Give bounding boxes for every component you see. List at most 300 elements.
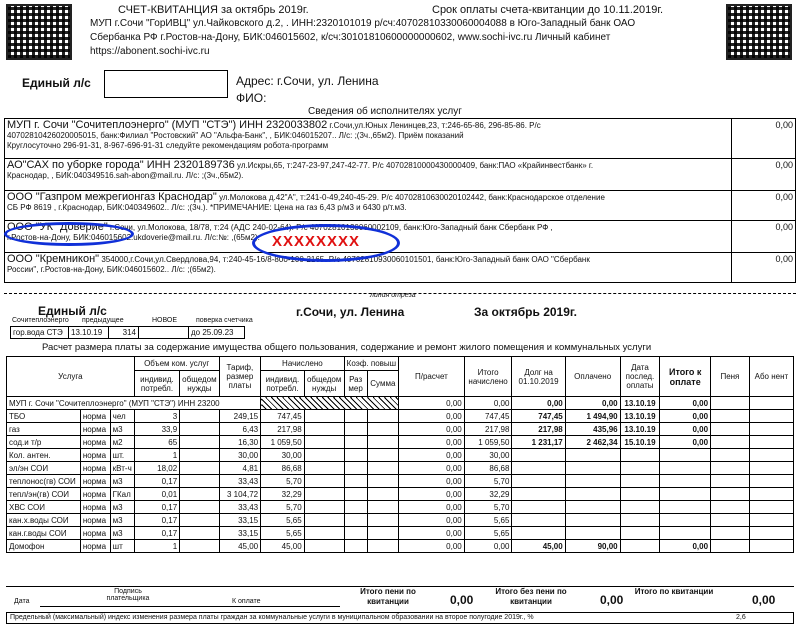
issuer-info-line2: Сбербанка РФ г.Ростов-на-Дону, БИК:046015602, к/сч:30101810600000000602, www.sochi-ivc.ru Личный кабинет	[90, 32, 611, 43]
table-row	[7, 462, 794, 475]
stub-account-label: Единый л/с	[38, 304, 107, 318]
provider-row	[5, 119, 796, 159]
cell-coef-sum	[367, 540, 398, 553]
provider-details: Краснодар, , БИК:040349516.sah-abon@mail.ru. Л/с: ;(3ч.,65м2).	[7, 171, 244, 180]
cell-norm: норма	[80, 423, 110, 436]
cell-paid: 0,00	[565, 397, 620, 410]
cell-coef-size	[344, 540, 367, 553]
cell-accrued-indiv: 1 059,50	[261, 436, 305, 449]
cell-tariff: 33,15	[219, 514, 261, 527]
meter-check-date: до 25.09.23	[189, 327, 245, 339]
stub-address: г.Сочи, ул. Ленина	[296, 305, 405, 319]
cell-to-pay	[660, 514, 711, 527]
bill-title: СЧЕТ-КВИТАНЦИЯ за октябрь 2019г.	[118, 4, 309, 16]
provider-details: 354000,г.Сочи,ул.Свердлова,94, т:240-45-16/8-800-100-2165. Р/с 40702810930060101501, банк:Юго-Западный банк ОАО "Сбербанк	[99, 255, 590, 264]
cell-total-accrued: 5,65	[464, 527, 512, 540]
cell-last-date	[620, 475, 660, 488]
cell-accrued-indiv: 30,00	[261, 449, 305, 462]
address: Адрес: г.Сочи, ул. Ленина	[236, 74, 379, 88]
cell-service: ТБО	[7, 410, 81, 423]
cell-fine	[711, 410, 750, 423]
cell-total-accrued: 5,70	[464, 501, 512, 514]
issuer-info-line1: МУП г.Сочи "ГорИВЦ" ул.Чайковского д.2, . ИНН:2320101019 р/сч:40702810330060004088 в Юго-Западный банк ОАО	[90, 18, 636, 29]
cell-volume-indiv: 0,17	[134, 501, 179, 514]
cell-last-date	[620, 540, 660, 553]
table-row	[7, 540, 794, 553]
provider-details: СБ РФ 8619 , г.Краснодар, БИК:040349602.. Л/с: ;(3ч.). *ПРИМЕЧАНИЕ: Цена на газ 6,43 р/м3 и 6430 р/т.м3.	[7, 203, 407, 212]
cell-coef-size	[344, 449, 367, 462]
cell-hatched	[261, 397, 399, 410]
cell-coef-size	[344, 410, 367, 423]
cell-volume-common	[180, 423, 219, 436]
cell-paid	[565, 514, 620, 527]
table-row	[7, 475, 794, 488]
cell-accrued-common	[304, 501, 344, 514]
cell-coef-size	[344, 488, 367, 501]
cell-tariff: 16,30	[219, 436, 261, 449]
meter-prev-value: 314	[109, 327, 139, 339]
cell-fine	[711, 475, 750, 488]
cell-to-pay	[660, 462, 711, 475]
cell-debt: 45,00	[512, 540, 565, 553]
cell-norm: норма	[80, 475, 110, 488]
cell-recalc: 0,00	[399, 449, 465, 462]
cell-paid	[565, 449, 620, 462]
cell-recalc: 0,00	[399, 501, 465, 514]
cut-line-label: линия отреза	[370, 292, 416, 299]
footer-pay-label: К оплате	[232, 598, 261, 605]
cell-volume-indiv: 0,17	[134, 475, 179, 488]
cell-coef-sum	[367, 488, 398, 501]
cell-total-accrued: 5,65	[464, 514, 512, 527]
cell-volume-common	[180, 527, 219, 540]
cell-norm: норма	[80, 462, 110, 475]
col-subscriber: Або нент	[749, 357, 793, 397]
cell-unit: кВт-ч	[110, 462, 134, 475]
col-accrued-indiv: индивид. потребл.	[261, 371, 305, 397]
cell-debt: 217,98	[512, 423, 565, 436]
fio: ФИО:	[236, 91, 267, 105]
cell-service: Кол. антен.	[7, 449, 81, 462]
cell-to-pay	[660, 527, 711, 540]
col-coef-sum: Сумма	[367, 371, 398, 397]
cell-unit: м3	[110, 501, 134, 514]
col-tariff: Тариф, размер платы	[219, 357, 261, 397]
cell-last-date: 13.10.19	[620, 423, 660, 436]
cell-fine	[711, 501, 750, 514]
provider-name: АО"САХ по уборке города" ИНН 2320189736	[7, 159, 235, 171]
cell-recalc: 0,00	[399, 423, 465, 436]
cell-unit: м3	[110, 423, 134, 436]
cell-fine	[711, 527, 750, 540]
provider-details: Круглосуточно 296-91-31, 8-967-696-91-31 следуйте рекомендациям робота-программ	[7, 141, 329, 150]
cell-recalc: 0,00	[399, 410, 465, 423]
cell-coef-size	[344, 423, 367, 436]
cell-subscriber	[749, 475, 793, 488]
cell-recalc: 0,00	[399, 462, 465, 475]
cell-volume-common	[180, 540, 219, 553]
cell-tariff: 33,43	[219, 475, 261, 488]
table-row	[7, 527, 794, 540]
cell-to-pay	[660, 501, 711, 514]
cell-unit: м2	[110, 436, 134, 449]
cell-volume-indiv: 1	[134, 540, 179, 553]
cell-last-date	[620, 527, 660, 540]
cell-unit: м3	[110, 527, 134, 540]
cell-volume-common	[180, 514, 219, 527]
cell-volume-common	[180, 436, 219, 449]
provider-amount: 0,00	[732, 119, 796, 159]
col-to-pay: Итого к оплате	[660, 357, 711, 397]
cell-paid: 2 462,34	[565, 436, 620, 449]
cell-accrued-common	[304, 488, 344, 501]
provider-amount: 0,00	[732, 159, 796, 191]
col-volume-common: общедом нужды	[180, 371, 219, 397]
cell-to-pay: 0,00	[660, 436, 711, 449]
cell-tariff: 45,00	[219, 540, 261, 553]
cell-subscriber	[749, 423, 793, 436]
provider-amount: 0,00	[732, 253, 796, 283]
cell-volume-common	[180, 410, 219, 423]
cell-debt	[512, 527, 565, 540]
cell-total-accrued: 747,45	[464, 410, 512, 423]
cell-volume-indiv: 18,02	[134, 462, 179, 475]
cell-service: эл/эн СОИ	[7, 462, 81, 475]
col-coef-size: Раз мер	[344, 371, 367, 397]
cell-norm: норма	[80, 514, 110, 527]
cell-unit: м3	[110, 514, 134, 527]
cell-subscriber	[749, 488, 793, 501]
cell-coef-sum	[367, 449, 398, 462]
cell-paid: 435,96	[565, 423, 620, 436]
cell-volume-indiv: 65	[134, 436, 179, 449]
cell-total-accrued: 86,68	[464, 462, 512, 475]
cell-service: тепл/эн(гв) СОИ	[7, 488, 81, 501]
footer-date-label: Дата	[14, 598, 30, 605]
cell-accrued-common	[304, 514, 344, 527]
cell-total-accrued: 0,00	[464, 397, 512, 410]
cell-coef-size	[344, 527, 367, 540]
meter-date: 13.10.19	[69, 327, 109, 339]
cell-subscriber	[749, 501, 793, 514]
cell-unit: чел	[110, 410, 134, 423]
cell-accrued-common	[304, 540, 344, 553]
cell-coef-sum	[367, 410, 398, 423]
cell-total-accrued: 1 059,50	[464, 436, 512, 449]
cell-subscriber	[749, 436, 793, 449]
provider-details: г.Сочи,ул.Юных Ленинцев,23, т:246-65-86, 296-85-86. Р/с	[327, 121, 541, 130]
cell-debt: 1 231,17	[512, 436, 565, 449]
cell-fine	[711, 436, 750, 449]
account-label: Единый л/с	[22, 76, 91, 90]
cell-norm: норма	[80, 527, 110, 540]
cell-fine	[711, 449, 750, 462]
providers-table	[4, 118, 796, 283]
highlight-oval-provider	[4, 222, 134, 246]
cell-subscriber	[749, 410, 793, 423]
cell-volume-common	[180, 488, 219, 501]
cell-paid	[565, 501, 620, 514]
cell-recalc: 0,00	[399, 488, 465, 501]
issuer-info-line3: https://abonent.sochi-ivc.ru	[90, 46, 210, 57]
cell-accrued-indiv: 45,00	[261, 540, 305, 553]
cell-subscriber	[749, 449, 793, 462]
cell-subscriber	[749, 514, 793, 527]
cell-accrued-indiv: 747,45	[261, 410, 305, 423]
col-recalc: П/расчет	[399, 357, 465, 397]
col-accrued: Начислено	[261, 357, 345, 371]
cell-service: ХВС СОИ	[7, 501, 81, 514]
cell-volume-indiv: 3	[134, 410, 179, 423]
provider-details: г.Ростов-на-Дону, БИК:046015602.ukdoverie@mail.ru. Л/с:№: ,(65м2).	[7, 233, 260, 242]
cell-to-pay: 0,00	[660, 410, 711, 423]
provider-amount: 0,00	[732, 221, 796, 253]
stub-period: За октябрь 2019г.	[474, 305, 578, 319]
cell-volume-common	[180, 475, 219, 488]
table-row	[7, 410, 794, 423]
provider-row	[5, 159, 796, 191]
cell-service: теплонос(гв) СОИ	[7, 475, 81, 488]
cell-recalc: 0,00	[399, 540, 465, 553]
account-box	[104, 70, 228, 98]
nofine-total-label: Итого без пени по квитанции	[495, 587, 567, 606]
cell-unit: ГКал	[110, 488, 134, 501]
cell-coef-size	[344, 514, 367, 527]
cell-accrued-indiv: 5,70	[261, 475, 305, 488]
cell-coef-sum	[367, 475, 398, 488]
cell-debt	[512, 475, 565, 488]
fine-total-label: Итого пени по квитанции	[360, 587, 416, 606]
due-date: Срок оплаты счета-квитанции до 10.11.2019г.	[432, 4, 664, 16]
cell-debt: 0,00	[512, 397, 565, 410]
cell-norm: норма	[80, 410, 110, 423]
cell-to-pay: 0,00	[660, 423, 711, 436]
cell-coef-size	[344, 475, 367, 488]
cell-unit: шт.	[110, 449, 134, 462]
cell-norm: норма	[80, 436, 110, 449]
cell-tariff: 249,15	[219, 410, 261, 423]
table-row	[7, 449, 794, 462]
cell-recalc: 0,00	[399, 436, 465, 449]
col-accrued-common: общедом нужды	[304, 371, 344, 397]
qr-code-left	[6, 4, 72, 60]
footer-line	[40, 606, 340, 607]
cell-accrued-indiv: 32,29	[261, 488, 305, 501]
table-row	[7, 397, 794, 410]
cell-debt	[512, 462, 565, 475]
cell-to-pay	[660, 488, 711, 501]
cell-norm: норма	[80, 501, 110, 514]
cell-debt: 747,45	[512, 410, 565, 423]
cell-debt	[512, 501, 565, 514]
col-last-date: Дата послед. оплаты	[620, 357, 660, 397]
cell-last-date	[620, 514, 660, 527]
meter-col-prev: предыдущее	[82, 317, 124, 324]
cell-service: кан.х.воды СОИ	[7, 514, 81, 527]
calc-title: Расчет размера платы за содержание имущества общего пользования, содержание и ремонт жилого помещения и коммунальных услуги	[42, 342, 652, 353]
col-fine: Пеня	[711, 357, 750, 397]
qr-code-right	[726, 4, 792, 60]
cell-coef-sum	[367, 514, 398, 527]
cell-coef-sum	[367, 501, 398, 514]
cell-fine	[711, 514, 750, 527]
cell-accrued-common	[304, 475, 344, 488]
provider-name: МУП г. Сочи "Сочитеплоэнерго" (МУП "СТЭ") ИНН 2320033802	[7, 119, 328, 131]
table-row	[7, 436, 794, 449]
meter-provider-label: Сочитеплоэнерго	[12, 317, 69, 324]
cell-last-date: 15.10.19	[620, 436, 660, 449]
table-row	[7, 501, 794, 514]
cell-accrued-indiv: 5,70	[261, 501, 305, 514]
cell-fine	[711, 540, 750, 553]
meter-new-value[interactable]	[139, 327, 189, 339]
cell-accrued-indiv: 5,65	[261, 527, 305, 540]
cell-coef-size	[344, 436, 367, 449]
cell-service: сод.и т/р	[7, 436, 81, 449]
cell-fine	[711, 397, 750, 410]
redacted-account-number: XXXXXXXX	[272, 233, 361, 250]
cell-volume-common	[180, 449, 219, 462]
provider-name: ООО "УК "Доверие"	[7, 221, 108, 233]
cell-recalc: 0,00	[399, 475, 465, 488]
index-text: Предельный (максимальный) индекс изменения размера платы граждан за коммунальные услуги в муниципальном образовании на второе полугодие 2019г., %	[10, 614, 534, 621]
cell-volume-indiv: 0,17	[134, 514, 179, 527]
cell-paid: 90,00	[565, 540, 620, 553]
cell-debt	[512, 514, 565, 527]
cell-accrued-common	[304, 436, 344, 449]
nofine-total-value: 0,00	[600, 593, 624, 607]
cell-norm: норма	[80, 449, 110, 462]
cell-coef-sum	[367, 436, 398, 449]
cell-to-pay: 0,00	[660, 540, 711, 553]
cell-debt	[512, 488, 565, 501]
cell-service: кан.г.воды СОИ	[7, 527, 81, 540]
cell-paid	[565, 488, 620, 501]
meter-col-new: НОВОЕ	[152, 317, 178, 324]
col-service: Услуга	[7, 357, 135, 397]
cell-volume-common	[180, 501, 219, 514]
cell-coef-sum	[367, 423, 398, 436]
cell-fine	[711, 488, 750, 501]
provider-details: России", г.Ростов-на-Дону, БИК:046015602.. Л/с: ;(65м2).	[7, 265, 216, 274]
provider-name: ООО "Кремникон"	[7, 253, 100, 265]
cell-accrued-common	[304, 423, 344, 436]
cell-debt	[512, 449, 565, 462]
cell-service: газ	[7, 423, 81, 436]
cell-accrued-indiv: 86,68	[261, 462, 305, 475]
table-row	[7, 423, 794, 436]
meter-col-check: поверка счетчика	[196, 317, 253, 324]
table-row	[7, 488, 794, 501]
cell-subscriber	[749, 527, 793, 540]
cell-recalc: 0,00	[399, 514, 465, 527]
cell-unit: м3	[110, 475, 134, 488]
cell-accrued-indiv: 5,65	[261, 514, 305, 527]
cell-volume-indiv: 33,9	[134, 423, 179, 436]
provider-details: ул.Молокова д.42"А", т:241-0-49,240-45-29. Р/с 40702810630020102442, банк:Краснодарское отделение	[216, 193, 605, 202]
provider-details: 40702810426020005015, банк:Филиал "Ростовский" АО "Альфа-Банк", , БИК:046015207.. Л/с: ;(3ч.,65м2). Приём показаний	[7, 131, 464, 140]
col-debt: Долг на 01.10.2019	[512, 357, 565, 397]
cell-service: МУП г. Сочи "Сочитеплоэнерго" (МУП "СТЭ") ИНН 23200	[7, 397, 261, 410]
provider-row	[5, 191, 796, 221]
cell-total-accrued: 0,00	[464, 540, 512, 553]
cell-norm: норма	[80, 488, 110, 501]
provider-amount: 0,00	[732, 191, 796, 221]
cell-recalc: 0,00	[399, 527, 465, 540]
cell-tariff: 33,43	[219, 501, 261, 514]
calculation-table	[6, 356, 794, 553]
table-row	[7, 514, 794, 527]
cell-coef-size	[344, 462, 367, 475]
cell-fine	[711, 462, 750, 475]
col-volume: Объем ком. услуг	[134, 357, 219, 371]
cell-subscriber	[749, 462, 793, 475]
cell-coef-size	[344, 501, 367, 514]
cell-last-date	[620, 462, 660, 475]
cell-coef-sum	[367, 527, 398, 540]
cell-coef-sum	[367, 462, 398, 475]
cell-tariff: 33,15	[219, 527, 261, 540]
cell-paid	[565, 462, 620, 475]
cell-last-date: 13.10.19	[620, 410, 660, 423]
cell-tariff: 3 104,72	[219, 488, 261, 501]
cell-recalc: 0,00	[399, 397, 465, 410]
cell-to-pay	[660, 449, 711, 462]
col-volume-indiv: индивид. потребл.	[134, 371, 179, 397]
cell-accrued-indiv: 217,98	[261, 423, 305, 436]
footer-signature-label: Подпись плательщика	[106, 588, 150, 602]
cell-tariff: 6,43	[219, 423, 261, 436]
cell-paid	[565, 527, 620, 540]
cell-paid	[565, 475, 620, 488]
col-total-accrued: Итого начислено	[464, 357, 512, 397]
cell-total-accrued: 30,00	[464, 449, 512, 462]
calculation-rows	[7, 397, 794, 553]
cell-to-pay	[660, 475, 711, 488]
cell-accrued-common	[304, 410, 344, 423]
cell-accrued-common	[304, 527, 344, 540]
cell-to-pay: 0,00	[660, 397, 711, 410]
cell-norm: норма	[80, 540, 110, 553]
cell-volume-indiv: 0,17	[134, 527, 179, 540]
provider-details: г.Сочи, ул.Молокова, 18/78, т:24 (АДС 240-02-64). Р/с 40702810130060002109, банк:Юго-Западный банк Сбербанк РФ ,	[107, 223, 553, 232]
cell-volume-common	[180, 462, 219, 475]
cell-subscriber	[749, 540, 793, 553]
col-coef: Коэф. повыш	[344, 357, 398, 371]
provider-row	[5, 253, 796, 283]
col-paid: Оплачено	[565, 357, 620, 397]
providers-title: Сведения об исполнителях услуг	[308, 106, 462, 117]
cell-accrued-common	[304, 449, 344, 462]
index-value: 2,6	[736, 614, 746, 621]
cell-unit: шт	[110, 540, 134, 553]
cell-tariff: 30,00	[219, 449, 261, 462]
cell-last-date	[620, 488, 660, 501]
cell-volume-indiv: 1	[134, 449, 179, 462]
cell-total-accrued: 5,70	[464, 475, 512, 488]
cell-last-date	[620, 501, 660, 514]
grand-total-label: Итого по квитанции	[634, 587, 714, 596]
cell-tariff: 4,81	[219, 462, 261, 475]
cell-service: Домофон	[7, 540, 81, 553]
fine-total-value: 0,00	[450, 593, 474, 607]
cell-last-date: 13.10.19	[620, 397, 660, 410]
provider-name: ООО "Газпром межрегионгаз Краснодар"	[7, 191, 217, 203]
meter-name: гор.вода СТЭ	[11, 327, 69, 339]
cell-accrued-common	[304, 462, 344, 475]
cell-paid: 1 494,90	[565, 410, 620, 423]
cell-fine	[711, 423, 750, 436]
